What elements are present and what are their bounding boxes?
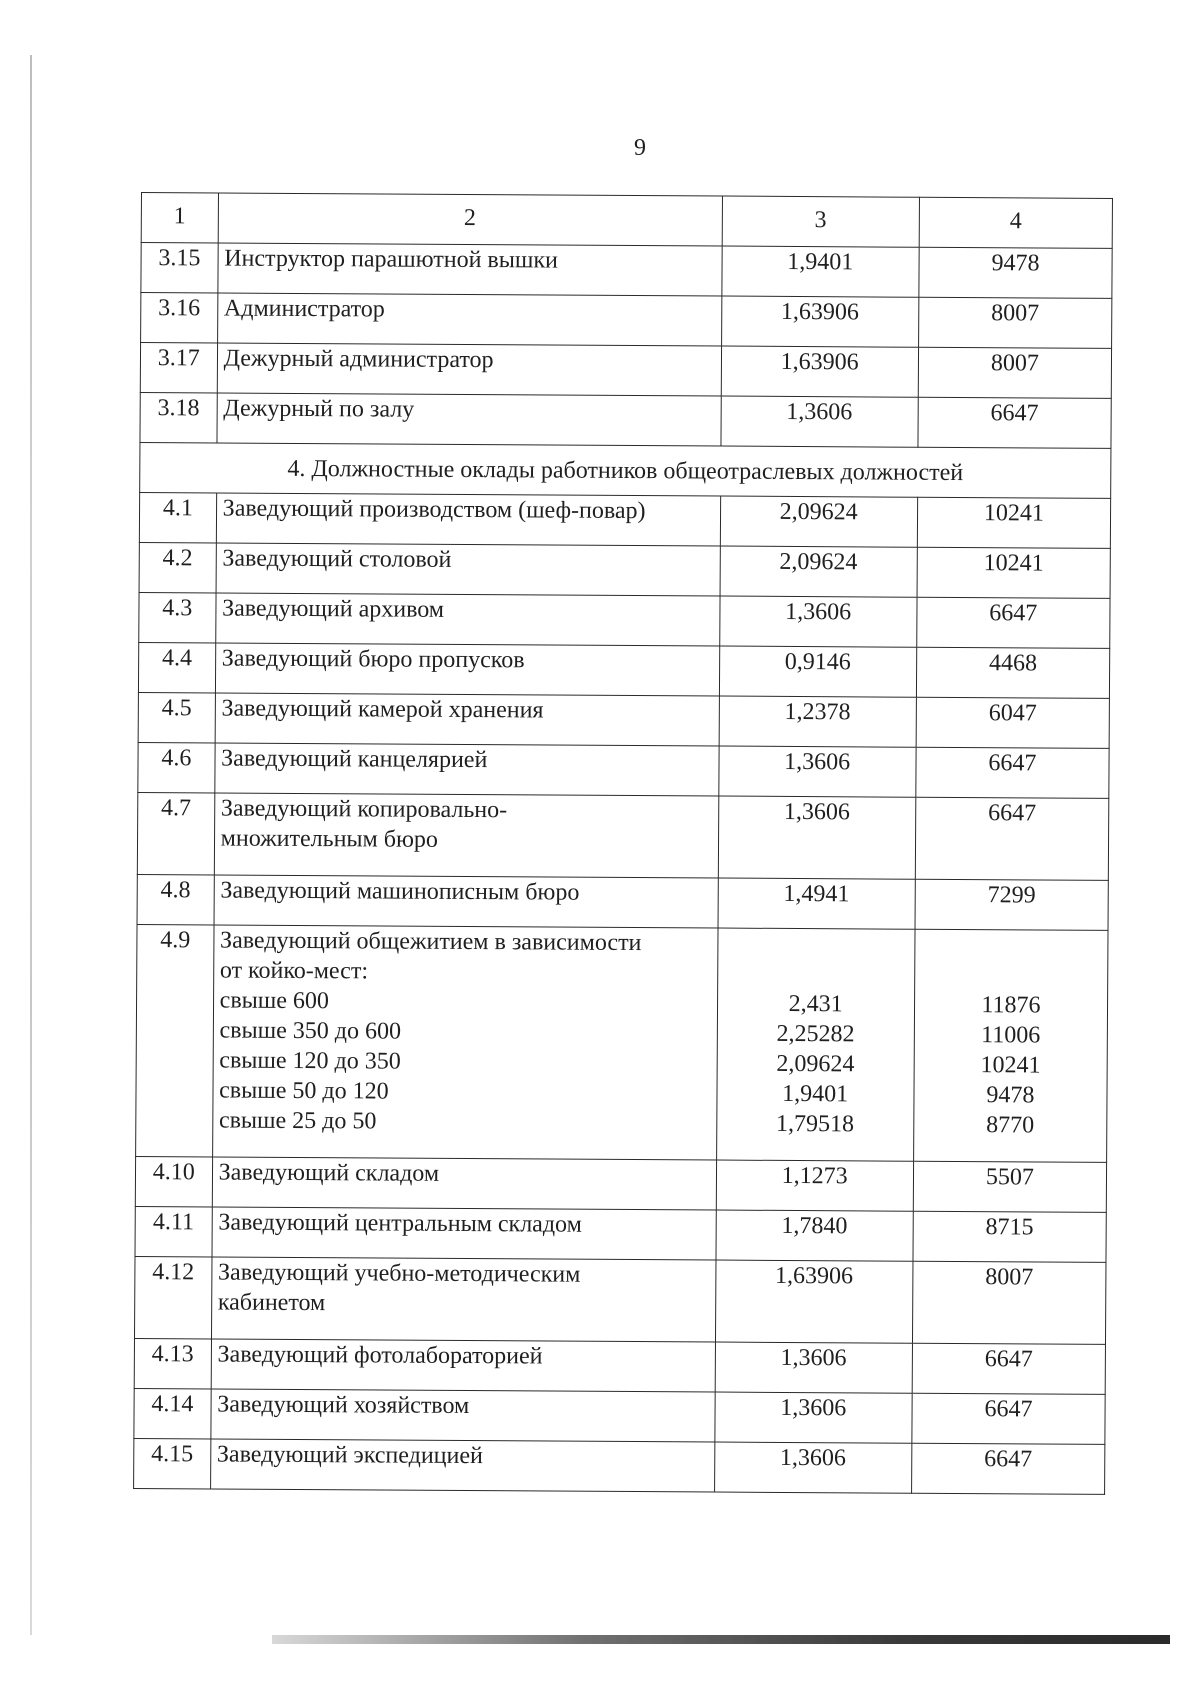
table-header-row xyxy=(141,193,1112,249)
position-name: Инструктор парашютной вышки xyxy=(218,243,722,296)
row-number: 4.12 xyxy=(134,1256,211,1338)
position-name: Администратор xyxy=(217,293,721,346)
salary: 6647 xyxy=(911,1443,1104,1494)
salary xyxy=(913,929,1108,1162)
dormitory-range-label: свыше 600 xyxy=(219,987,330,1015)
table-row xyxy=(140,392,1111,448)
coefficient: 2,09624 xyxy=(720,546,918,597)
table-row xyxy=(134,1338,1105,1394)
salary-value: 11006 xyxy=(981,1022,1041,1049)
table-row xyxy=(138,742,1109,798)
row-number: 4.8 xyxy=(137,874,214,924)
position-name xyxy=(214,793,718,878)
scan-edge-bar xyxy=(272,1635,1170,1644)
salary: 10241 xyxy=(917,497,1110,548)
salary: 6647 xyxy=(918,397,1111,448)
coefficient: 1,1273 xyxy=(716,1160,914,1211)
salary: 9478 xyxy=(919,247,1112,298)
table-row xyxy=(134,1438,1105,1494)
coefficient xyxy=(716,928,915,1161)
row-number: 3.17 xyxy=(140,343,217,393)
row-number: 4.14 xyxy=(134,1388,211,1438)
position-name: Заведующий бюро пропусков xyxy=(215,643,719,696)
position-name-line: Заведующий учебно-методическим xyxy=(217,1259,581,1288)
table-row xyxy=(134,1256,1105,1344)
coefficient: 0,9146 xyxy=(719,646,917,697)
table-row xyxy=(141,293,1112,349)
table-row xyxy=(141,243,1112,299)
table-row xyxy=(136,924,1108,1162)
salary: 8007 xyxy=(918,297,1111,348)
page-number: 9 xyxy=(634,135,646,161)
section-title: 4. Должностные оклады работников общеотраслевых должностей xyxy=(140,442,1111,498)
table-row xyxy=(135,1156,1106,1212)
table-row xyxy=(137,792,1108,880)
row-number: 4.1 xyxy=(139,492,216,542)
coefficient: 1,3606 xyxy=(718,746,916,797)
position-name-line: Заведующий общежитием в зависимости xyxy=(220,927,642,957)
salary: 4468 xyxy=(916,647,1109,698)
header-cell-4: 4 xyxy=(919,197,1112,248)
row-number: 3.16 xyxy=(141,293,218,343)
table-row xyxy=(139,542,1110,598)
salary: 6647 xyxy=(915,797,1109,880)
coefficient: 1,3606 xyxy=(714,1392,912,1443)
spacer xyxy=(724,929,909,990)
row-number: 4.10 xyxy=(135,1156,212,1206)
position-name xyxy=(211,1257,715,1342)
coefficient: 1,3606 xyxy=(718,796,916,879)
header-cell-3: 3 xyxy=(722,196,920,247)
salary: 6647 xyxy=(917,597,1110,648)
spacer xyxy=(921,930,1102,991)
position-name: Заведующий архивом xyxy=(215,593,719,646)
row-number: 3.15 xyxy=(141,243,218,293)
coefficient: 1,4941 xyxy=(718,878,916,929)
position-name xyxy=(212,925,717,1160)
salary-value: 9478 xyxy=(986,1082,1035,1109)
coefficient-value: 2,09624 xyxy=(776,1050,855,1078)
coefficient: 1,9401 xyxy=(721,246,919,297)
row-number: 4.13 xyxy=(134,1338,211,1388)
dormitory-range-label: свыше 350 до 600 xyxy=(219,1017,402,1045)
coefficient-value: 2,431 xyxy=(788,990,843,1018)
salary: 10241 xyxy=(917,547,1110,598)
position-name: Заведующий хозяйством xyxy=(211,1389,715,1442)
position-name-line: множительным бюро xyxy=(220,825,439,853)
position-name: Заведующий машинописным бюро xyxy=(214,875,718,928)
position-name-line: Заведующий копировально- xyxy=(220,795,508,824)
coefficient-value: 1,9401 xyxy=(782,1080,849,1108)
scan-edge-line xyxy=(30,55,32,1635)
dormitory-range-label: свыше 25 до 50 xyxy=(218,1107,377,1135)
row-number: 4.9 xyxy=(136,924,214,1156)
coefficient-value: 1,79518 xyxy=(775,1110,855,1138)
table-row xyxy=(139,492,1110,548)
position-name: Заведующий столовой xyxy=(216,543,720,596)
dormitory-range-label: свыше 50 до 120 xyxy=(219,1077,389,1105)
coefficient: 1,7840 xyxy=(716,1210,914,1261)
row-number: 4.6 xyxy=(138,742,215,792)
position-name: Заведующий камерой хранения xyxy=(215,693,719,746)
row-number: 4.2 xyxy=(139,542,216,592)
position-name: Заведующий канцелярией xyxy=(214,743,718,796)
salary: 6647 xyxy=(916,747,1109,798)
position-name: Заведующий центральным складом xyxy=(212,1207,716,1260)
salary-value: 8770 xyxy=(986,1112,1035,1139)
row-number: 4.11 xyxy=(135,1206,212,1256)
salary: 6647 xyxy=(912,1343,1105,1394)
salary: 5507 xyxy=(913,1161,1106,1212)
header-cell-1: 1 xyxy=(141,193,218,243)
coefficient: 1,2378 xyxy=(719,696,917,747)
salary: 8715 xyxy=(913,1211,1106,1262)
coefficient: 1,63906 xyxy=(721,346,919,397)
dormitory-range-label: свыше 120 до 350 xyxy=(219,1047,401,1075)
position-name: Заведующий производством (шеф-повар) xyxy=(216,493,720,546)
coefficient: 1,3606 xyxy=(715,1342,913,1393)
row-number: 4.3 xyxy=(139,592,216,642)
coefficient: 1,63906 xyxy=(715,1260,913,1343)
salary-value: 11876 xyxy=(981,992,1041,1019)
salary-value: 10241 xyxy=(980,1052,1041,1079)
table-row xyxy=(138,692,1109,748)
position-name-line: кабинетом xyxy=(217,1289,326,1317)
salary: 6047 xyxy=(916,697,1109,748)
position-name: Заведующий фотолабораторией xyxy=(211,1339,715,1392)
coefficient: 1,3606 xyxy=(719,596,917,647)
row-number: 3.18 xyxy=(140,392,217,442)
row-number: 4.5 xyxy=(138,692,215,742)
coefficient: 1,63906 xyxy=(721,296,919,347)
coefficient: 1,3606 xyxy=(721,396,919,447)
salary: 8007 xyxy=(918,347,1111,398)
section-row xyxy=(140,442,1111,498)
table-row xyxy=(134,1388,1105,1444)
salary: 6647 xyxy=(912,1393,1105,1444)
header-cell-2: 2 xyxy=(218,193,722,246)
salary: 7299 xyxy=(915,879,1108,930)
table-row xyxy=(137,874,1108,930)
table-row xyxy=(138,642,1109,698)
salary: 8007 xyxy=(912,1261,1106,1344)
row-number: 4.4 xyxy=(138,642,215,692)
coefficient: 1,3606 xyxy=(714,1442,912,1493)
table-row xyxy=(135,1206,1106,1262)
position-name-line: от койко-мест: xyxy=(219,957,369,985)
row-number: 4.7 xyxy=(137,792,214,874)
position-name: Заведующий складом xyxy=(212,1157,716,1210)
table-row xyxy=(140,343,1111,399)
salary-table xyxy=(133,192,1113,1495)
position-name: Заведующий экспедицией xyxy=(210,1439,714,1492)
position-name: Дежурный по залу xyxy=(217,393,721,446)
table-row xyxy=(139,592,1110,648)
coefficient-value: 2,25282 xyxy=(776,1020,855,1048)
position-name: Дежурный администратор xyxy=(217,343,721,396)
coefficient: 2,09624 xyxy=(720,496,918,547)
row-number: 4.15 xyxy=(134,1438,211,1488)
